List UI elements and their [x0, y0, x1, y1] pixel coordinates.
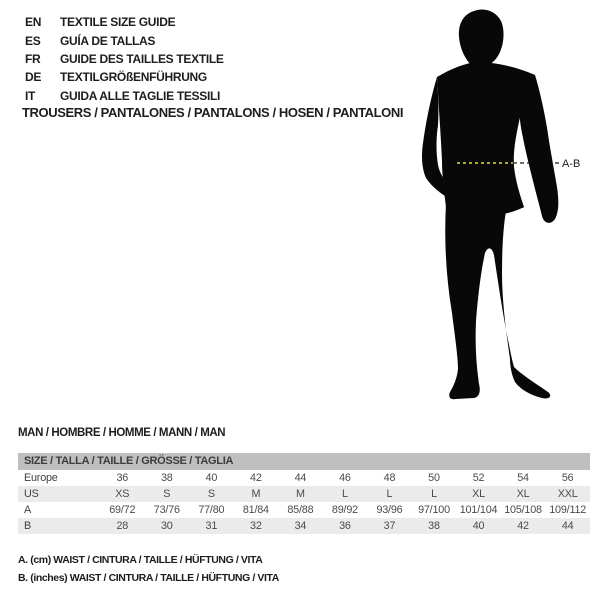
gender-label: MAN / HOMBRE / HOMME / MANN / MAN	[18, 427, 226, 439]
measure-label-ab: A-B	[562, 158, 581, 170]
table-cell: 73/76	[153, 504, 180, 516]
lang-label: GUIDA ALLE TAGLIE TESSILI	[60, 88, 221, 103]
lang-code: IT	[25, 88, 36, 103]
table-cell: M	[251, 488, 261, 500]
table-cell: 36	[116, 472, 129, 484]
footnotes	[18, 551, 279, 587]
lang-label: GUÍA DE TALLAS	[60, 33, 156, 48]
size-table-header: SIZE / TALLA / TAILLE / GRÖSSE / TAGLIA	[18, 453, 590, 470]
table-cell: 48	[383, 472, 396, 484]
lang-label: TEXTILE SIZE GUIDE	[60, 15, 176, 30]
footnote-b: B. (inches) WAIST / CINTURA / TAILLE / HÜFTUNG / VITA	[18, 572, 279, 584]
silhouette-right-arm	[520, 75, 559, 223]
table-cell: 32	[250, 520, 262, 532]
table-cell: S	[207, 488, 215, 500]
table-cell: 30	[160, 520, 173, 532]
table-cell: 50	[428, 472, 440, 484]
row-label: Europe	[24, 472, 58, 484]
table-cell: 42	[517, 520, 529, 532]
size-table-section	[18, 453, 590, 534]
table-cell: L	[386, 488, 393, 500]
table-cell: 31	[205, 520, 218, 532]
lang-code: DE	[25, 70, 42, 85]
lang-row-en	[25, 13, 224, 31]
table-cell: 38	[160, 472, 173, 484]
lang-label: GUIDE DES TAILLES TEXTILE	[60, 51, 224, 66]
table-cell: 34	[294, 520, 307, 532]
table-cell: 44	[561, 520, 574, 532]
table-cell: 109/112	[549, 504, 587, 516]
table-cell: 89/92	[331, 504, 358, 516]
silhouette-legs	[445, 203, 550, 399]
lang-code: FR	[25, 51, 41, 66]
table-cell: 105/108	[504, 504, 542, 516]
table-cell: 28	[116, 520, 129, 532]
category-title: TROUSERS / PANTALONES / PANTALONS / HOSEN / PANTALONI	[22, 105, 404, 120]
table-cell: 40	[205, 472, 218, 484]
table-cell: 52	[472, 472, 485, 484]
footnote-a: A. (cm) WAIST / CINTURA / TAILLE / HÜFTUNG / VITA	[18, 554, 263, 566]
table-cell: XL	[516, 488, 530, 500]
table-row-a-cm	[18, 502, 590, 518]
table-cell: 40	[472, 520, 485, 532]
table-cell: 97/100	[418, 504, 450, 516]
table-cell: 42	[250, 472, 262, 484]
lang-code: EN	[25, 15, 42, 30]
table-cell: 38	[428, 520, 440, 532]
table-cell: M	[295, 488, 305, 500]
table-cell: 54	[517, 472, 529, 484]
row-label: A	[24, 504, 32, 516]
row-label: US	[24, 488, 39, 500]
table-cell: L	[431, 488, 437, 500]
table-cell: S	[163, 488, 171, 500]
table-cell: XS	[115, 488, 130, 500]
language-guide-block	[25, 13, 224, 105]
table-row-us	[18, 486, 590, 502]
table-cell: L	[342, 488, 348, 500]
table-cell: 69/72	[109, 504, 136, 516]
lang-row-de	[25, 68, 224, 86]
man-figure	[410, 5, 585, 405]
table-cell: XXL	[557, 488, 578, 500]
table-cell: XL	[472, 488, 485, 500]
table-cell: 93/96	[376, 504, 403, 516]
row-label: B	[24, 520, 32, 532]
table-cell: 46	[339, 472, 351, 484]
table-row-europe	[18, 470, 590, 486]
lang-row-fr	[25, 50, 224, 68]
table-cell: 81/84	[242, 504, 269, 516]
table-cell: 56	[561, 472, 574, 484]
silhouette-head	[459, 9, 504, 66]
size-table	[18, 470, 590, 534]
table-cell: 37	[383, 520, 396, 532]
table-cell: 101/104	[459, 504, 498, 516]
table-row-b-inches	[18, 518, 590, 534]
table-cell: 85/88	[287, 504, 314, 516]
table-cell: 44	[294, 472, 307, 484]
lang-row-it	[25, 87, 224, 105]
man-silhouette-svg	[410, 5, 585, 405]
table-cell: 77/80	[198, 504, 225, 516]
lang-code: ES	[25, 33, 41, 48]
lang-label: TEXTILGRÖßENFÜHRUNG	[60, 70, 207, 85]
table-cell: 36	[339, 520, 351, 532]
lang-row-es	[25, 31, 224, 49]
